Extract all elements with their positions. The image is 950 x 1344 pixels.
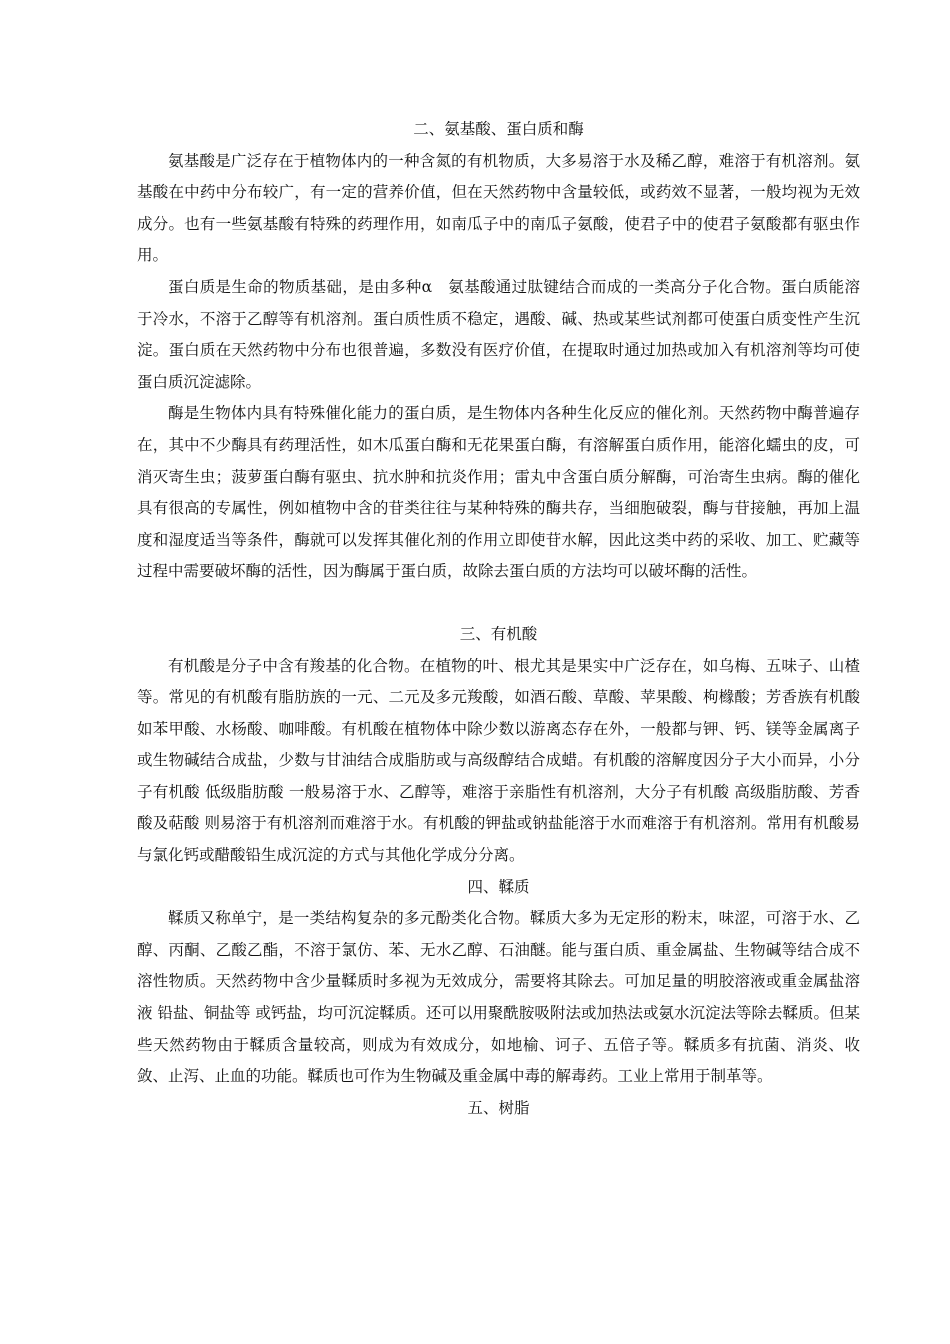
- paragraph-tannins: 鞣质又称单宁，是一类结构复杂的多元酚类化合物。鞣质大多为无定形的粉末，味涩，可溶于水、乙醇、丙酮、乙酸乙酯，不溶于氯仿、苯、无水乙醇、石油醚。能与蛋白质、重金属盐、生物碱等结合成不溶性物质。天然药物中含少量鞣质时多视为无效成分，需要将其除去。可加足量的明胶溶液或重金属盐溶液 铅盐、铜盐等 或钙盐，均可沉淀鞣质。还可以用聚酰胺吸附法或加热法或氨水沉淀法等除去鞣质。但某些天然药物由于鞣质含量较高，则成为有效成分，如地榆、诃子、五倍子等。鞣质多有抗菌、消炎、收敛、止泻、止血的功能。鞣质也可作为生物碱及重金属中毒的解毒药。工业上常用于制革等。: [137, 909, 860, 1086]
- paragraph-organic-acids: 有机酸是分子中含有羧基的化合物。在植物的叶、根尤其是果实中广泛存在，如乌梅、五味子、山楂等。常见的有机酸有脂肪族的一元、二元及多元羧酸，如酒石酸、草酸、苹果酸、枸橼酸；芳香族有机酸如苯甲酸、水杨酸、咖啡酸。有机酸在植物体中除少数以游离态存在外，一般都与钾、钙、镁等金属离子或生物碱结合成盐，少数与甘油结合成脂肪或与高级醇结合成蜡。有机酸的溶解度因分子大小而异，小分子有机酸 低级脂肪酸 一般易溶于水、乙醇等，难溶于亲脂性有机溶剂，大分子有机酸 高级脂肪酸、芳香酸及萜酸 则易溶于有机溶剂而难溶于水。有机酸的钾盐或钠盐能溶于水而难溶于有机溶剂。常用有机酸易与氯化钙或醋酸铅生成沉淀的方式与其他化学成分分离。: [137, 656, 860, 865]
- section-heading-amino-acids: 二、氨基酸、蛋白质和酶: [413, 120, 584, 138]
- document-page: [137, 114, 860, 1124]
- section-heading-tannins: 四、鞣质: [467, 877, 530, 896]
- section-heading-organic-acids: 三、有机酸: [459, 624, 538, 643]
- paragraph-amino-acids: 氨基酸是广泛存在于植物体内的一种含氮的有机物质，大多易溶于水及稀乙醇，难溶于有机溶剂。氨基酸在中药中分布较广，有一定的营养价值，但在天然药物中含量较低，或药效不显著，一般均视为无效成分。也有一些氨基酸有特殊的药理作用，如南瓜子中的南瓜子氨酸，使君子中的使君子氨酸都有驱虫作用。: [137, 151, 860, 265]
- paragraph-enzymes: 酶是生物体内具有特殊催化能力的蛋白质，是生物体内各种生化反应的催化剂。天然药物中酶普遍存在，其中不少酶具有药理活性，如木瓜蛋白酶和无花果蛋白酶，有溶解蛋白质作用，能溶化蠕虫的皮，可消灭寄生虫；菠萝蛋白酶有驱虫、抗水肿和抗炎作用；雷丸中含蛋白质分解酶，可治寄生虫病。酶的催化具有很高的专属性，例如植物中含的苷类往往与某种特殊的酶共存，当细胞破裂，酶与苷接触，再加上温度和湿度适当等条件，酶就可以发挥其催化剂的作用立即使苷水解，因此这类中药的采收、加工、贮藏等过程中需要破坏酶的活性，因为酶属于蛋白质，故除去蛋白质的方法均可以破坏酶的活性。: [137, 404, 860, 581]
- section-heading-resins: 五、树脂: [467, 1098, 530, 1117]
- paragraph-proteins: 蛋白质是生命的物质基础，是由多种α 氨基酸通过肽键结合而成的一类高分子化合物。蛋白质能溶于冷水，不溶于乙醇等有机溶剂。蛋白质性质不稳定，遇酸、碱、热或某些试剂都可使蛋白质变性产生沉淀。蛋白质在天然药物中分布也很普遍，多数没有医疗价值，在提取时通过加热或加入有机溶剂等均可使蛋白质沉淀滤除。: [137, 277, 860, 391]
